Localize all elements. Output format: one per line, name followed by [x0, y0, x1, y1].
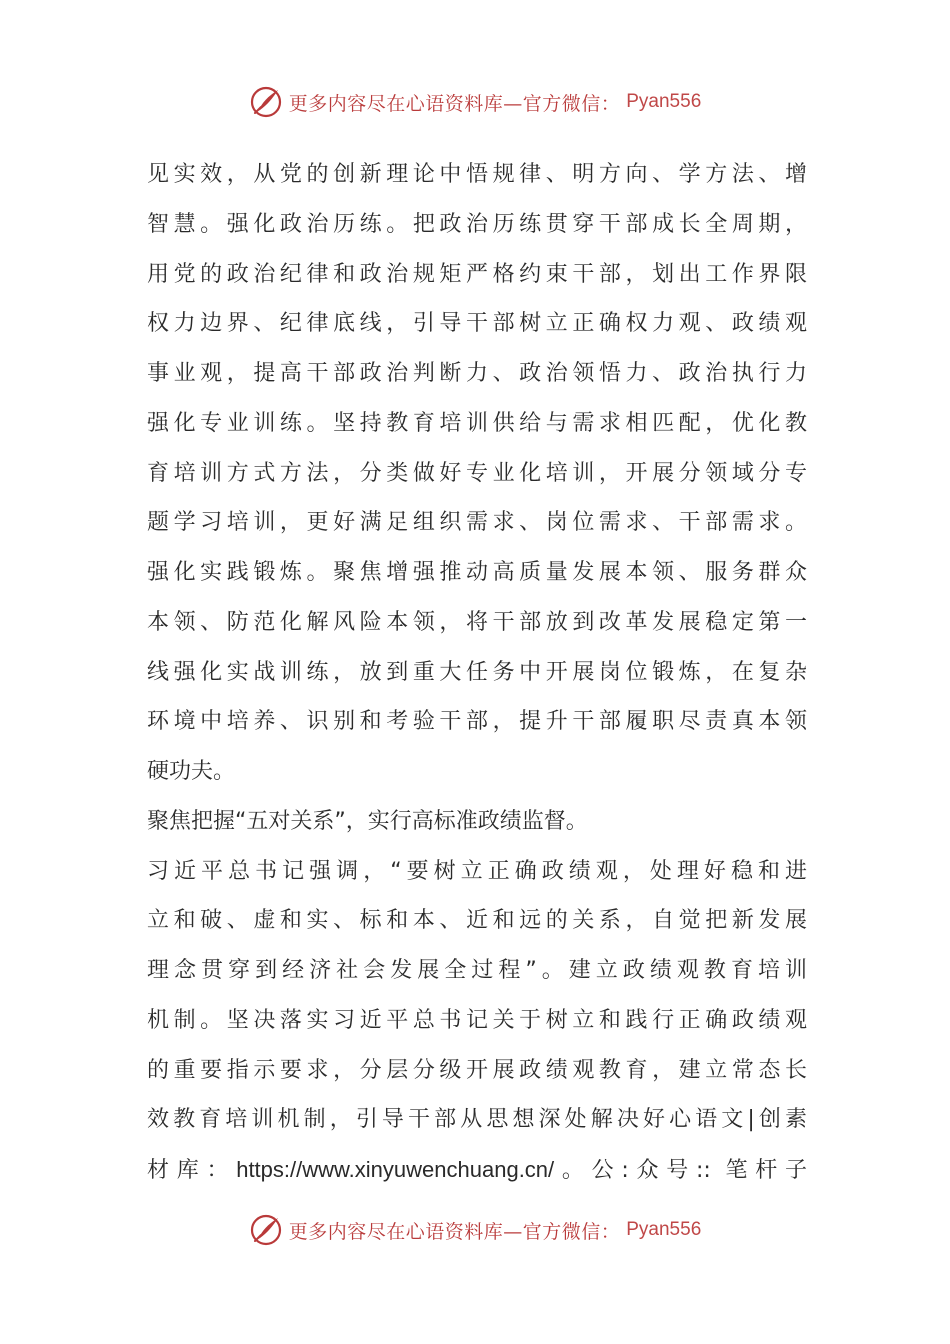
- text-prefix: 材库：: [147, 1158, 237, 1183]
- text-line: 强化实践锻炼。聚焦增强推动高质量发展本领、服务群众: [147, 560, 807, 585]
- text-line: 见实效，从党的创新理论中悟规律、明方向、学方法、增: [147, 162, 807, 187]
- banner-text: 更多内容尽在心语资料库—官方微信：: [288, 92, 621, 115]
- text-line: 效教育培训机制，引导干部从思想深处解决好心语文|创素: [147, 1107, 807, 1133]
- document-body: [147, 150, 807, 1195]
- header-banner: [0, 82, 950, 122]
- text-line: 育培训方式方法，分类做好专业化培训，开展分领域分专: [147, 460, 807, 486]
- text-line: 权力边界、纪律底线，引导干部树立正确权力观、政绩观: [147, 311, 807, 337]
- banner-wechat-id: Pyan556: [626, 91, 702, 112]
- footer-banner: [0, 1210, 950, 1250]
- text-line: 立和破、虚和实、标和本、近和远的关系，自觉把新发展: [147, 908, 807, 934]
- quill-pen-icon: [249, 85, 283, 119]
- quill-pen-icon: [249, 1213, 283, 1247]
- text-line: 智慧。强化政治历练。把政治历练贯穿干部成长全周期，: [147, 211, 807, 237]
- text-line: 的重要指示要求，分层分级开展政绩观教育，建立常态长: [147, 1057, 807, 1083]
- text-line: 理念贯穿到经济社会发展全过程”。建立政绩观教育培训: [147, 958, 807, 983]
- text-line: 用党的政治纪律和政治规矩严格约束干部，划出工作界限: [147, 261, 807, 287]
- section-heading: 聚焦把握“五对关系”，实行高标准政绩监督。: [147, 808, 588, 834]
- banner-wechat-id: Pyan556: [626, 1219, 702, 1240]
- text-line: 线强化实战训练，放到重大任务中开展岗位锻炼，在复杂: [147, 659, 807, 685]
- text-line: 事业观，提高干部政治判断力、政治领悟力、政治执行力: [147, 361, 807, 386]
- banner-text: 更多内容尽在心语资料库—官方微信：: [288, 1220, 621, 1243]
- text-line: 机制。坚决落实习近平总书记关于树立和践行正确政绩观: [147, 1007, 807, 1033]
- text-line: 环境中培养、识别和考验干部，提升干部履职尽责真本领: [147, 709, 807, 735]
- website-link[interactable]: https://www.xinyuwenchuang.cn/: [236, 1157, 555, 1182]
- text-line: 强化专业训练。坚持教育培训供给与需求相匹配，优化教: [147, 410, 807, 436]
- text-line: 习近平总书记强调，“要树立正确政绩观，处理好稳和进: [147, 858, 807, 884]
- text-line: 题学习培训，更好满足组织需求、岗位需求、干部需求。: [147, 510, 807, 536]
- text-line: 硬功夫。: [147, 759, 236, 784]
- text-line: 本领、防范化解风险本领，将干部放到改革发展稳定第一: [147, 609, 807, 635]
- text-suffix: 。公:众号:: 笔杆子: [554, 1158, 807, 1183]
- text-line-with-link: [147, 1145, 807, 1195]
